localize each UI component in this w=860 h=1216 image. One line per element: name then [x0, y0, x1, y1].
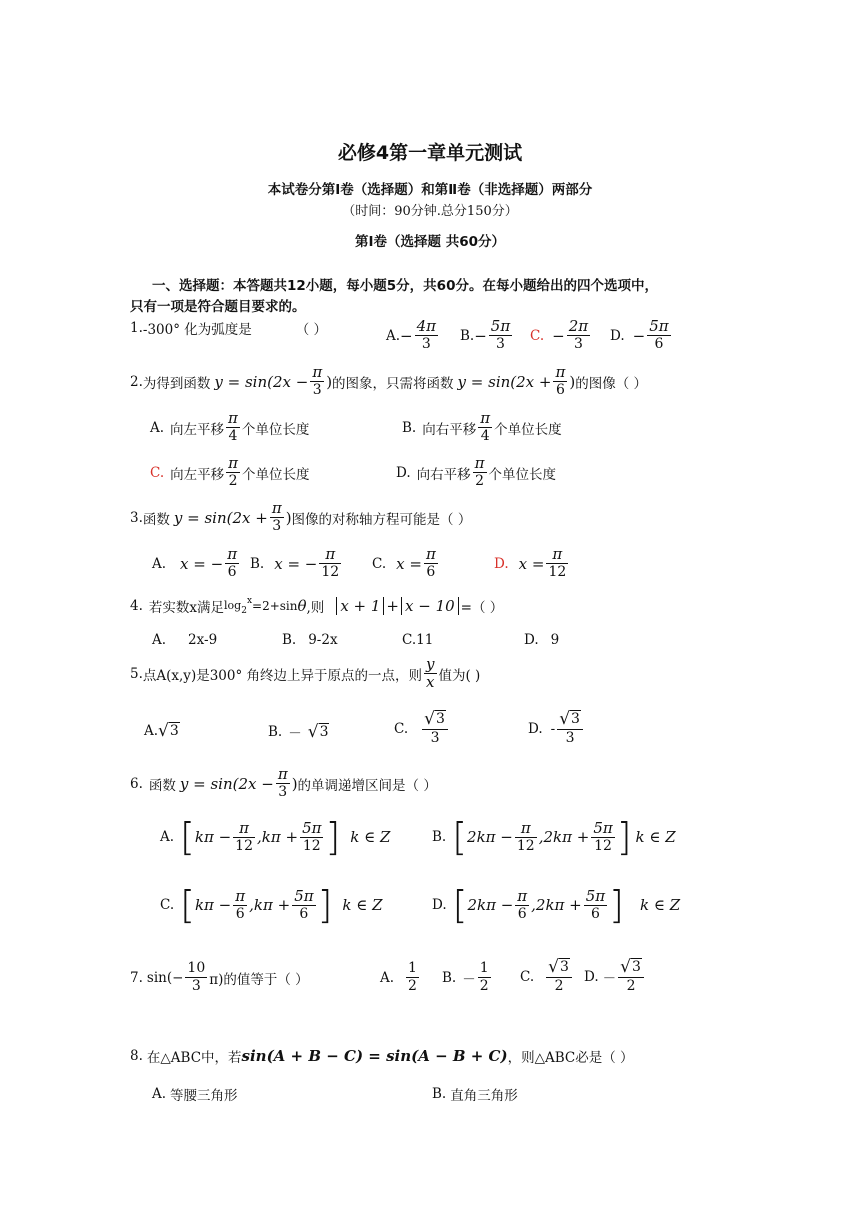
q8-option-b-text: 直角三角形	[450, 1088, 518, 1104]
fraction-denominator: 2	[479, 978, 489, 994]
q4-option-c-label: C.	[402, 632, 417, 648]
fraction-numerator: 5π	[490, 317, 511, 335]
q5-option-a-sqrt: √ 3	[158, 721, 179, 741]
fraction-denominator: 3	[312, 382, 322, 398]
q1-option-a-sign: −	[400, 326, 413, 345]
q2-option-c-fraction	[226, 455, 240, 490]
fraction-denominator: 2	[626, 978, 636, 994]
q1-option-c-sign: −	[552, 326, 565, 345]
q2-option-d-text: 向右平移	[416, 466, 471, 483]
fraction-denominator: 4	[480, 428, 490, 444]
fraction-numerator: 1	[479, 960, 489, 976]
q5-option-c-label: C.	[394, 720, 409, 737]
q5-option-d-label: D.	[528, 720, 543, 737]
q7-option-a-fraction	[406, 960, 419, 995]
q5-option-b	[268, 722, 329, 742]
q8-option-a	[152, 1084, 238, 1104]
q4-option-b-text: 9-2x	[308, 632, 338, 648]
q8-stem-a: 在△ABC中，若	[146, 1050, 242, 1066]
fraction-numerator: π	[228, 409, 238, 427]
q2-option-d-unit: 个单位长度	[488, 466, 556, 483]
q1-option-c	[530, 318, 592, 353]
q3-option-a-expr: x = −	[180, 554, 224, 573]
fraction-denominator: 12	[235, 837, 253, 854]
q6-function: y = sin(2x −	[179, 774, 274, 793]
q7-option-b	[442, 960, 493, 995]
question-6	[130, 766, 437, 801]
q1-option-c-fraction	[567, 318, 590, 353]
q7-option-c-label: C.	[520, 968, 535, 985]
q2-function-2: y = sin(2x +	[457, 372, 552, 391]
q7-option-b-label: B.	[442, 969, 457, 986]
interval-left-expr: 2kπ −	[467, 896, 514, 914]
q7-option-d-label: D.	[584, 968, 599, 985]
q4-stem-c: ,则	[306, 600, 325, 616]
q4-option-a-label: A.	[152, 632, 167, 648]
fraction-numerator: π	[228, 454, 238, 472]
fraction-denominator: 6	[227, 564, 237, 580]
q5-option-c-fraction	[422, 710, 448, 747]
radicand: 3	[169, 723, 179, 739]
q7-option-b-sign: －	[462, 971, 476, 988]
q3-option-d-label-marked: D.	[494, 555, 509, 572]
fraction-denominator: 2	[408, 978, 417, 994]
q3-stem-a: 函数	[142, 511, 170, 528]
page-title: 必修4第一章单元测试	[337, 142, 523, 164]
fraction-denominator: 3	[191, 978, 201, 994]
q3-option-a	[152, 546, 241, 581]
q4-option-c-text: 11	[416, 632, 434, 648]
fraction-numerator: π	[227, 545, 238, 563]
fraction-denominator: 6	[654, 336, 664, 352]
q1-option-a	[386, 318, 440, 353]
q7-option-b-fraction	[478, 960, 491, 995]
interval-right-fraction	[300, 820, 323, 855]
q3-option-c-fraction	[424, 546, 438, 581]
q2-option-d-label: D.	[396, 464, 411, 481]
fraction-denominator: 3	[496, 336, 505, 352]
fraction-numerator: π	[277, 765, 288, 783]
q2-stem-c: 的图像（ ）	[575, 375, 647, 392]
q3-option-b-fraction	[319, 546, 341, 581]
question-1	[130, 318, 327, 338]
q3-stem-b: 图像的对称轴方程可能是（ ）	[291, 511, 472, 528]
fraction-denominator: 6	[591, 905, 600, 922]
q8-option-a-text: 等腰三角形	[170, 1088, 238, 1104]
q8-option-b-label: B.	[432, 1086, 447, 1102]
q5-fraction	[424, 656, 436, 691]
interval-right-fraction	[292, 888, 315, 923]
q4-stem-b: =2+sin	[252, 599, 298, 613]
q6-number: 6.	[130, 775, 143, 792]
q7-option-c	[520, 958, 574, 995]
question-8	[130, 1046, 634, 1066]
q1-option-b-label: B.	[460, 327, 475, 344]
q4-option-b-label: B.	[282, 632, 297, 648]
log-text: log	[224, 599, 242, 612]
q1-option-c-label-marked: C.	[530, 327, 545, 344]
q2-function-2-fraction	[553, 364, 567, 399]
fraction-denominator: 3	[430, 730, 440, 746]
q4-option-b	[282, 632, 338, 648]
fraction-numerator: π	[517, 886, 528, 905]
q1-option-d-label: D.	[610, 327, 625, 344]
fraction-denominator: 12	[302, 837, 321, 854]
sqrt: √ 3	[559, 709, 580, 729]
interval-right-fraction	[591, 820, 614, 855]
q7-option-a	[380, 960, 421, 995]
integer-condition: k ∈ Z	[350, 828, 391, 846]
q1-option-d-sign: −	[632, 326, 646, 345]
log-base: 2	[241, 606, 247, 616]
q4-option-a	[152, 632, 217, 648]
fraction-denominator: 4	[228, 428, 238, 444]
q4-log	[224, 596, 252, 616]
q7-number: 7.	[130, 969, 143, 986]
fraction-denominator: 3	[421, 336, 431, 352]
q5-option-d	[528, 710, 585, 747]
radicand: 3	[319, 724, 329, 740]
q2-function-1-close: )	[326, 372, 333, 391]
fraction-numerator: π	[555, 363, 566, 381]
fraction-numerator: π	[235, 886, 246, 905]
integer-condition: k ∈ Z	[635, 828, 676, 846]
fraction-numerator: 10	[187, 960, 206, 976]
fraction-numerator: π	[552, 545, 563, 563]
q6-option-c: C. [ kπ − $\frac{\pi}{6}$ ,kπ + $\frac{5\pi}{6}$ ] k ∈ Z	[160, 883, 383, 927]
q5-stem-b: 值为( )	[438, 667, 481, 684]
q7-option-d-sign: －	[602, 970, 617, 987]
q2-option-b	[402, 410, 562, 445]
fraction-numerator: 5π	[294, 886, 314, 905]
q3-option-d-fraction	[546, 546, 568, 581]
q1-option-b-sign: −	[474, 326, 487, 345]
interval-left-expr: 2kπ −	[467, 828, 513, 846]
q1-option-d	[610, 318, 673, 353]
q5-option-c	[394, 710, 450, 747]
q3-option-b-label: B.	[250, 555, 265, 572]
q4-option-a-text: 2x-9	[188, 632, 218, 648]
radicand: 3	[571, 711, 580, 727]
q3-number: 3.	[130, 509, 143, 526]
q8-stem-b: ，则△ABC必是（ ）	[507, 1050, 634, 1066]
q3-option-a-label: A.	[152, 555, 167, 572]
q5-option-b-label: B.	[268, 724, 283, 740]
q5-option-b-sign: －	[288, 726, 302, 742]
q2-option-a-label: A.	[150, 419, 165, 436]
fraction-denominator: 2	[475, 473, 485, 489]
q6-function-close: )	[291, 774, 298, 793]
interval-left-fraction	[233, 820, 255, 855]
question-4	[130, 596, 503, 616]
q7-option-d-fraction	[618, 958, 644, 995]
q2-function-1: y = sin(2x −	[214, 372, 309, 391]
question-7	[130, 960, 309, 995]
q4-number: 4.	[130, 598, 143, 614]
q3-option-c-label: C.	[372, 555, 387, 572]
fraction-numerator: π	[271, 499, 282, 517]
q6-option-b-label: B.	[432, 829, 447, 845]
q4-theta: θ	[297, 597, 307, 615]
q7-option-d	[584, 958, 646, 995]
q1-option-d-fraction	[647, 318, 670, 353]
fraction-numerator: 2π	[568, 317, 589, 335]
q2-stem-a: 为得到函数	[142, 375, 211, 392]
fraction-numerator: 4π	[416, 317, 437, 335]
q7-option-a-label: A.	[380, 969, 395, 986]
q7-option-c-fraction	[546, 958, 572, 995]
integer-condition: k ∈ Z	[342, 896, 383, 914]
question-3	[130, 500, 471, 535]
q2-function-1-fraction	[310, 364, 324, 399]
fraction-numerator: π	[325, 545, 336, 563]
q3-function: y = sin(2x +	[173, 508, 268, 527]
q6-option-d: D. [ 2kπ − $\frac{\pi}{6}$ ,2kπ + $\frac{5\pi}{6}$ ] k ∈ Z	[432, 883, 681, 927]
q2-function-2-close: )	[569, 372, 576, 391]
q4-stem-d: =（ ）	[460, 600, 504, 616]
q3-option-b	[250, 546, 343, 581]
fraction-numerator: π	[474, 454, 485, 472]
fraction-numerator: 5π	[649, 317, 669, 335]
q3-option-c-expr: x =	[396, 554, 422, 573]
q2-option-c-text: 向左平移	[170, 466, 225, 483]
q6-stem-a: 函数	[148, 777, 176, 794]
q5-option-a	[144, 722, 180, 740]
q4-abs-1: x + 1	[336, 597, 384, 615]
interval-left-expr: kπ −	[194, 828, 232, 846]
q2-option-c-unit: 个单位长度	[242, 466, 310, 483]
q2-option-a-unit: 个单位长度	[241, 421, 310, 438]
fraction-denominator: 6	[235, 905, 245, 922]
fraction-numerator: π	[480, 409, 491, 427]
q3-option-d-expr: x =	[518, 554, 545, 573]
fraction-numerator: y	[426, 655, 435, 673]
fraction-denominator: 12	[516, 837, 535, 854]
q2-option-a-text: 向左平移	[170, 421, 225, 438]
q5-option-d-sign: -	[550, 720, 556, 737]
q8-number: 8.	[130, 1048, 143, 1064]
interval-right-expr: ,2kπ +	[531, 896, 582, 914]
q4-stem-a: 若实数x满足	[148, 600, 225, 616]
fraction-numerator: 1	[408, 960, 417, 976]
fraction-denominator: 3	[565, 730, 575, 746]
q5-option-a-label: A.	[144, 723, 159, 739]
exam-subtitle: 本试卷分第Ⅰ卷（选择题）和第Ⅱ卷（非选择题）两部分	[267, 182, 593, 198]
q7-stem-b: π)的值等于（ ）	[209, 971, 309, 988]
q6-function-fraction	[276, 766, 290, 801]
q4-plus: +	[386, 597, 399, 615]
log-argument: x	[246, 596, 253, 606]
fraction-denominator: 3	[573, 336, 583, 352]
fraction-denominator: 6	[426, 564, 436, 580]
radicand: 3	[631, 959, 641, 975]
q1-option-b	[460, 318, 514, 353]
q3-option-a-fraction	[225, 546, 239, 581]
section-line-2: 只有一项是符合题目要求的。	[130, 299, 306, 315]
fraction-numerator: π	[312, 363, 323, 381]
interval-left-expr: kπ −	[194, 896, 232, 914]
fraction-denominator: 3	[272, 518, 282, 534]
q2-option-b-unit: 个单位长度	[494, 421, 562, 438]
q2-option-d-fraction	[473, 455, 487, 490]
fraction-denominator: 12	[321, 564, 340, 580]
fraction-denominator: 6	[517, 905, 527, 922]
q4-option-d-text: 9	[550, 632, 560, 648]
q4-abs-2: x − 10	[401, 597, 459, 615]
fraction-numerator: 5π	[585, 886, 606, 905]
q1-stem: -300° 化为弧度是	[142, 322, 252, 338]
q1-option-a-fraction	[415, 318, 438, 353]
sqrt: √ 3	[620, 957, 641, 977]
q1-option-b-fraction	[489, 318, 512, 353]
q6-stem-b: 的单调递增区间是（ ）	[297, 777, 437, 794]
section-line-1: 一、选择题：本答题共12小题，每小题5分，共60分。在每小题给出的四个选项中，	[152, 278, 658, 294]
interval-left-fraction	[515, 888, 529, 923]
q1-answer-paren: （ ）	[295, 322, 328, 338]
fraction-numerator: π	[425, 545, 436, 563]
fraction-denominator: 3	[278, 784, 288, 800]
q3-option-b-expr: x = −	[274, 554, 318, 573]
interval-right-expr: ,kπ +	[257, 828, 299, 846]
q2-option-b-label: B.	[402, 419, 417, 436]
q2-option-a	[150, 410, 309, 445]
q5-stem-a: 点A(x,y)是300° 角终边上异于原点的一点，则	[142, 667, 423, 684]
q1-number: 1.	[130, 320, 143, 336]
q5-option-b-sqrt: √ 3	[307, 722, 329, 742]
q8-equation: sin(A + B − C) = sin(A − B + C)	[241, 1047, 508, 1065]
q2-option-d	[396, 455, 556, 490]
q4-option-d-label: D.	[524, 632, 539, 648]
question-5	[130, 656, 480, 691]
q6-option-a-label: A.	[160, 829, 175, 845]
sqrt: √ 3	[424, 709, 445, 729]
fraction-numerator: π	[239, 818, 250, 837]
radicand: 3	[559, 959, 569, 975]
q2-option-c	[150, 455, 310, 490]
interval-right-expr: ,2kπ +	[538, 828, 590, 846]
fraction-denominator: 12	[594, 837, 612, 854]
q3-function-close: )	[285, 508, 292, 527]
interval-left-fraction	[515, 820, 537, 855]
q8-option-a-label: A.	[152, 1086, 167, 1102]
fraction-denominator: 6	[555, 382, 565, 398]
q3-option-c	[372, 546, 440, 581]
q6-option-a: A. [ kπ − $\frac{\pi}{12}$ ,kπ + $\frac{5\pi}{12}$ ] k ∈ Z	[160, 815, 391, 859]
q6-option-b: B. [ 2kπ − $\frac{\pi}{12}$ ,2kπ + $\frac{5\pi}{12}$ ] k ∈ Z	[432, 815, 676, 859]
fraction-denominator: 6	[299, 905, 309, 922]
section-instructions	[130, 276, 740, 318]
part-one-heading: 第Ⅰ卷（选择题 共60分）	[354, 234, 505, 250]
fraction-numerator: 5π	[302, 818, 322, 837]
q4-option-d	[524, 632, 559, 648]
sqrt: √ 3	[548, 957, 569, 977]
radicand: 3	[435, 711, 445, 727]
q3-function-fraction	[270, 500, 284, 535]
fraction-denominator: 2	[554, 978, 564, 994]
time-note: （时间：90分钟.总分150分）	[342, 204, 518, 219]
q2-option-b-text: 向右平移	[422, 421, 477, 438]
q4-option-c	[402, 632, 433, 648]
q3-option-d	[494, 546, 570, 581]
fraction-numerator: π	[520, 818, 531, 837]
q8-option-b	[432, 1084, 518, 1104]
fraction-denominator: x	[426, 673, 435, 691]
q2-option-b-fraction	[478, 410, 492, 445]
q1-option-a-label: A.	[386, 327, 401, 344]
interval-left-fraction	[233, 888, 247, 923]
integer-condition: k ∈ Z	[640, 896, 681, 914]
fraction-denominator: 12	[548, 564, 567, 580]
interval-right-fraction	[584, 888, 607, 923]
q6-option-c-label: C.	[160, 897, 175, 913]
q5-number: 5.	[130, 665, 143, 682]
q2-option-c-label-marked: C.	[150, 464, 165, 481]
fraction-denominator: 2	[228, 473, 238, 489]
q7-stem-a: sin(−	[146, 969, 184, 986]
q2-stem-b: 的图象，只需将函数	[332, 375, 454, 392]
q7-fraction	[185, 960, 207, 995]
q2-number: 2.	[130, 373, 143, 390]
q6-option-d-label: D.	[432, 897, 447, 913]
q2-option-a-fraction	[226, 410, 240, 445]
interval-right-expr: ,kπ +	[249, 896, 291, 914]
q5-option-d-fraction	[557, 710, 583, 747]
question-2	[130, 364, 647, 399]
fraction-numerator: 5π	[593, 818, 613, 837]
